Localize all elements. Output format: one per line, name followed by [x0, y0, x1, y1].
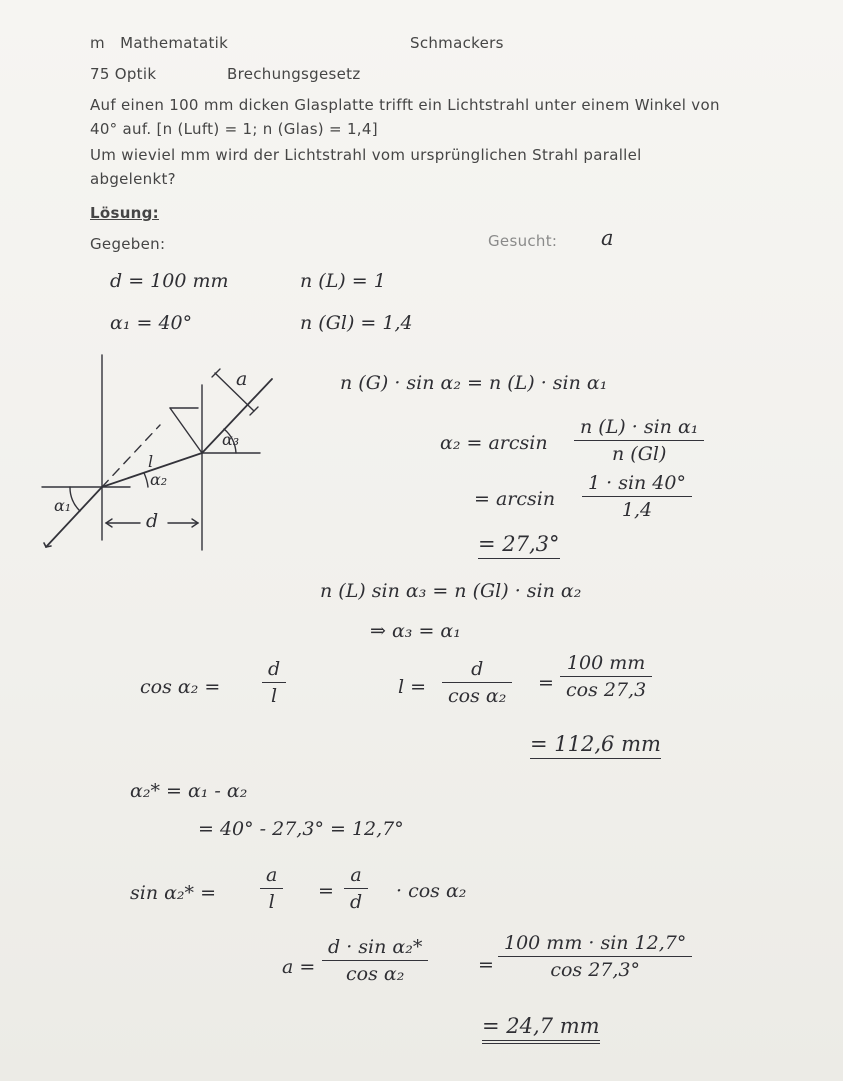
alpha2-lhs: α₂ = arcsin — [440, 432, 548, 454]
l-denominator-2: cos 27,3 — [566, 679, 647, 701]
alpha2-result — [478, 532, 560, 556]
l-equals: = — [538, 672, 554, 694]
alpha2-denominator-2: 1,4 — [621, 499, 653, 521]
a-fraction — [322, 936, 428, 985]
alpha2-result-text: = 27,3° — [478, 532, 560, 559]
sin-fraction-2 — [344, 864, 368, 913]
a-lhs: a = — [282, 956, 316, 978]
cos-numerator: d — [268, 658, 281, 680]
l-denominator: cos α₂ — [448, 685, 507, 707]
l-result — [530, 732, 661, 756]
refraction-diagram — [30, 345, 320, 565]
diagram-label-a: a — [236, 368, 248, 390]
alpha2star-value: = 40° - 27,3° = 12,7° — [198, 818, 404, 840]
diagram-label-alpha2: α₂ — [150, 470, 168, 489]
l-numerator-2: 100 mm — [566, 652, 646, 674]
given-label: Gegeben: — [90, 235, 166, 253]
sin-tail: · cos α₂ — [396, 880, 467, 902]
l-fraction — [442, 658, 512, 707]
alpha2star-definition: α₂* = α₁ - α₂ — [130, 780, 248, 802]
a-equals: = — [478, 954, 494, 976]
alpha2-fraction-2 — [582, 472, 692, 521]
given-n-luft: n (L) = 1 — [300, 270, 386, 292]
alpha2-fraction — [574, 416, 704, 465]
l-numerator: d — [471, 658, 484, 680]
topic-number: 75 Optik — [90, 65, 157, 83]
alpha2-denominator: n (Gl) — [612, 443, 667, 465]
subject-prefix: m — [90, 34, 105, 52]
given-alpha1: α₁ = 40° — [110, 312, 193, 334]
a-result — [482, 1014, 600, 1038]
l-result-text: = 112,6 mm — [530, 732, 661, 759]
given-d: d = 100 mm — [110, 270, 229, 292]
a-denominator: cos α₂ — [346, 963, 405, 985]
given-n-glas: n (Gl) = 1,4 — [300, 312, 413, 334]
sin-numerator-1: a — [266, 864, 278, 886]
alpha3-equals-alpha1: ⇒ α₃ = α₁ — [370, 620, 461, 642]
sin-denominator-1: l — [268, 891, 275, 913]
offset-perpendicular — [170, 408, 202, 453]
author: Schmackers — [410, 34, 504, 52]
sin-denominator-2: d — [350, 891, 363, 913]
sin-lhs: sin α₂* = — [130, 882, 217, 904]
cos-denominator: l — [271, 685, 278, 707]
diagram-label-d: d — [146, 510, 159, 532]
a-marker — [215, 373, 254, 411]
problem-line-1: Auf einen 100 mm dicken Glasplatte trifft ein Lichtstrahl unter einem Winkel von — [90, 96, 720, 114]
diagram-label-l: l — [148, 452, 154, 471]
problem-line-4: abgelenkt? — [90, 170, 176, 188]
diagram-label-alpha3: α₃ — [222, 430, 240, 449]
sin-numerator-2: a — [350, 864, 362, 886]
a-numerator: d · sin α₂* — [328, 936, 423, 958]
solution-heading: Lösung: — [90, 204, 159, 222]
snell-law: n (G) · sin α₂ = n (L) · sin α₁ — [340, 372, 608, 394]
sought-label: Gesucht: — [488, 232, 558, 250]
alpha2-eq2: = arcsin — [474, 488, 556, 510]
topic-title: Brechungsgesetz — [227, 65, 361, 83]
problem-line-3: Um wieviel mm wird der Lichtstrahl vom ursprünglichen Strahl parallel — [90, 146, 642, 164]
a-fraction-2 — [498, 932, 692, 981]
cos-fraction — [262, 658, 286, 707]
l-lhs: l = — [398, 676, 427, 698]
sought-value: a — [601, 226, 614, 250]
subject-title: Mathematatik — [120, 34, 229, 52]
alpha2-numerator: n (L) · sin α₁ — [580, 416, 699, 438]
a-result-text: = 24,7 mm — [482, 1014, 600, 1044]
subject-line — [90, 34, 228, 52]
cos-lhs: cos α₂ = — [140, 676, 221, 698]
alpha2-numerator-2: 1 · sin 40° — [588, 472, 686, 494]
alpha1-arc — [70, 487, 80, 511]
l-fraction-2 — [560, 652, 652, 701]
snell-law-exit: n (L) sin α₃ = n (Gl) · sin α₂ — [320, 580, 582, 602]
problem-line-2: 40° auf. [n (Luft) = 1; n (Glas) = 1,4] — [90, 120, 378, 138]
sin-fraction-1 — [260, 864, 283, 913]
a-denominator-2: cos 27,3° — [550, 959, 641, 981]
diagram-label-alpha1: α₁ — [54, 496, 72, 515]
alpha2-arc — [144, 473, 148, 487]
a-numerator-2: 100 mm · sin 12,7° — [504, 932, 687, 954]
sin-equals: = — [318, 880, 334, 902]
